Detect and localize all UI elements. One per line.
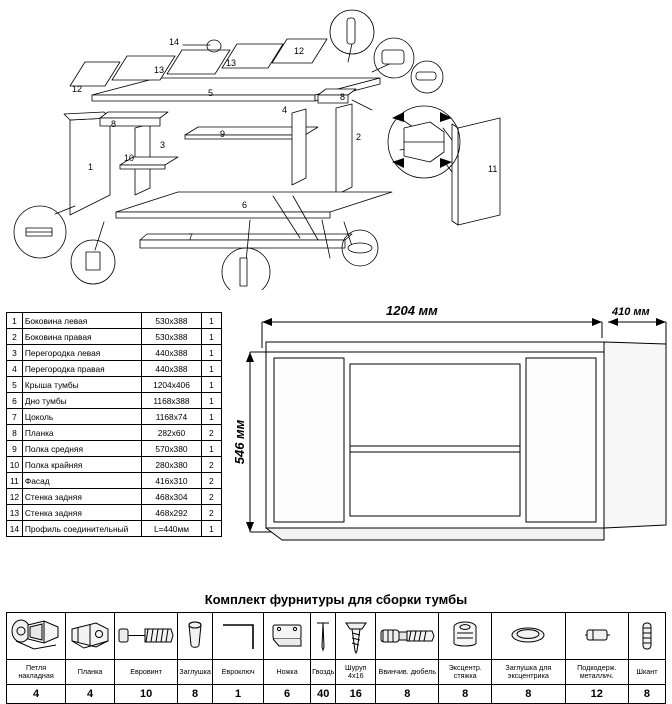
cap-icon — [178, 613, 213, 660]
part-name: Фасад — [22, 473, 141, 489]
part-qty: 2 — [201, 473, 221, 489]
part-qty: 1 — [201, 441, 221, 457]
part-qty: 2 — [201, 457, 221, 473]
leg-icon — [264, 613, 311, 660]
part-dimension: 416x310 — [142, 473, 202, 489]
part-qty: 1 — [201, 521, 221, 537]
callout-5: 5 — [208, 88, 214, 98]
kit-count-overlay-hinge: 4 — [7, 685, 66, 704]
kit-count-hinge-plate: 4 — [66, 685, 115, 704]
part-number: 9 — [7, 441, 23, 457]
part-number: 11 — [7, 473, 23, 489]
hardware-kit-title: Комплект фурнитуры для сборки тумбы — [204, 592, 468, 607]
screw-4x16-icon — [336, 613, 376, 660]
kit-label-nail: Гвоздь — [311, 660, 336, 685]
part-name: Перегородка правая — [22, 361, 141, 377]
table-row — [7, 361, 222, 377]
part-name: Боковина левая — [22, 313, 141, 329]
part-number: 12 — [7, 489, 23, 505]
part-name: Крыша тумбы — [22, 377, 141, 393]
callout-12b: 12 — [294, 46, 305, 56]
table-row — [7, 329, 222, 345]
part-number: 6 — [7, 393, 23, 409]
kit-count-eccentric-tie: 8 — [439, 685, 492, 704]
callout-2: 2 — [356, 132, 362, 142]
table-row — [7, 393, 222, 409]
table-row — [7, 521, 222, 537]
kit-count-screw-4x16: 16 — [336, 685, 376, 704]
part-dimension: 468x304 — [142, 489, 202, 505]
part-number: 2 — [7, 329, 23, 345]
part-qty: 1 — [201, 345, 221, 361]
callout-13b: 13 — [226, 58, 237, 68]
part-name: Стенка задняя — [22, 505, 141, 521]
hinge-plate-icon — [66, 613, 115, 660]
kit-count-nail: 40 — [311, 685, 336, 704]
table-row — [7, 489, 222, 505]
kit-label-hinge-plate: Планка — [66, 660, 115, 685]
part-name: Перегородка левая — [22, 345, 141, 361]
eccentric-tie-icon — [439, 613, 492, 660]
part-qty: 1 — [201, 409, 221, 425]
callout-11: 11 — [488, 164, 498, 174]
part-number: 1 — [7, 313, 23, 329]
part-name: Дно тумбы — [22, 393, 141, 409]
kit-count-dowel-screw: 8 — [376, 685, 439, 704]
part-dimension: 440x388 — [142, 361, 202, 377]
part-qty: 1 — [201, 313, 221, 329]
table-row — [7, 345, 222, 361]
table-row — [7, 409, 222, 425]
part-qty: 1 — [201, 361, 221, 377]
table-row — [7, 441, 222, 457]
part-qty: 1 — [201, 377, 221, 393]
nail-icon — [311, 613, 336, 660]
kit-label-eccentric-cap: Заглушка для эксцентрика — [492, 660, 565, 685]
wooden-dowel-icon — [628, 613, 665, 660]
kit-label-euro-key: Евроключ — [213, 660, 264, 685]
callout-8a: 8 — [111, 119, 117, 129]
part-number: 5 — [7, 377, 23, 393]
part-dimension: 282x60 — [142, 425, 202, 441]
callout-1: 1 — [88, 162, 94, 172]
part-number: 10 — [7, 457, 23, 473]
cabinet-depth-label: 410 мм — [612, 306, 650, 318]
kit-count-eccentric-cap: 8 — [492, 685, 565, 704]
callout-7: 7 — [188, 232, 194, 242]
kit-count-euro-screw: 10 — [115, 685, 178, 704]
part-qty: 2 — [201, 505, 221, 521]
hardware-kit-table — [6, 612, 666, 704]
part-name: Полка крайняя — [22, 457, 141, 473]
kit-count-wooden-dowel: 8 — [628, 685, 665, 704]
part-number: 4 — [7, 361, 23, 377]
part-dimension: 280x380 — [142, 457, 202, 473]
part-name: Планка — [22, 425, 141, 441]
table-row — [7, 425, 222, 441]
cabinet-width-label: 1204 мм — [386, 303, 438, 318]
overlay-hinge-icon — [7, 613, 66, 660]
dowel-screw-icon — [376, 613, 439, 660]
kit-count-metal-shelf-support: 12 — [565, 685, 628, 704]
part-dimension: 530x388 — [142, 313, 202, 329]
part-dimension: 1168x388 — [142, 393, 202, 409]
part-dimension: 530x388 — [142, 329, 202, 345]
euro-screw-icon — [115, 613, 178, 660]
kit-count-euro-key: 1 — [213, 685, 264, 704]
part-name: Стенка задняя — [22, 489, 141, 505]
part-name: Полка средняя — [22, 441, 141, 457]
part-name: Цоколь — [22, 409, 141, 425]
eccentric-cap-icon — [492, 613, 565, 660]
euro-key-icon — [213, 613, 264, 660]
part-dimension: 468x292 — [142, 505, 202, 521]
part-dimension: 570x380 — [142, 441, 202, 457]
kit-label-screw-4x16: Шуруп 4х16 — [336, 660, 376, 685]
kit-label-leg: Ножка — [264, 660, 311, 685]
table-row — [7, 457, 222, 473]
callout-13a: 13 — [154, 65, 165, 75]
part-qty: 1 — [201, 393, 221, 409]
callout-14: 14 — [169, 37, 180, 47]
kit-label-metal-shelf-support: Подкодерж. металлич. — [565, 660, 628, 685]
part-qty: 2 — [201, 425, 221, 441]
callout-8b: 8 — [340, 92, 346, 102]
part-dimension: 1204x406 — [142, 377, 202, 393]
table-row — [7, 377, 222, 393]
callout-10: 10 — [124, 153, 135, 163]
part-name: Боковина правая — [22, 329, 141, 345]
part-number: 7 — [7, 409, 23, 425]
part-dimension: L=440мм — [142, 521, 202, 537]
kit-label-overlay-hinge: Петля накладная — [7, 660, 66, 685]
kit-label-euro-screw: Евровинт — [115, 660, 178, 685]
table-row — [7, 473, 222, 489]
kit-label-wooden-dowel: Шкант — [628, 660, 665, 685]
callout-4: 4 — [282, 105, 288, 115]
kit-count-cap: 8 — [178, 685, 213, 704]
kit-label-eccentric-tie: Эксцентр. стяжка — [439, 660, 492, 685]
part-name: Профиль соединительный — [22, 521, 141, 537]
part-number: 3 — [7, 345, 23, 361]
table-row — [7, 313, 222, 329]
part-number: 13 — [7, 505, 23, 521]
part-qty: 1 — [201, 329, 221, 345]
cabinet-dimension-view — [226, 300, 672, 555]
exploded-assembly-diagram — [0, 0, 672, 290]
part-dimension: 440x388 — [142, 345, 202, 361]
callout-12a: 12 — [72, 84, 83, 94]
callout-6: 6 — [242, 200, 248, 210]
kit-label-dowel-screw: Ввинчив. дюбель — [376, 660, 439, 685]
parts-list-table — [6, 312, 222, 537]
kit-label-cap: Заглушка — [178, 660, 213, 685]
cabinet-height-label: 546 мм — [232, 419, 247, 465]
part-number: 8 — [7, 425, 23, 441]
callout-3: 3 — [160, 140, 166, 150]
callout-9: 9 — [220, 129, 226, 139]
table-row — [7, 505, 222, 521]
part-dimension: 1168x74 — [142, 409, 202, 425]
kit-count-leg: 6 — [264, 685, 311, 704]
part-number: 14 — [7, 521, 23, 537]
metal-shelf-support-icon — [565, 613, 628, 660]
part-qty: 2 — [201, 489, 221, 505]
